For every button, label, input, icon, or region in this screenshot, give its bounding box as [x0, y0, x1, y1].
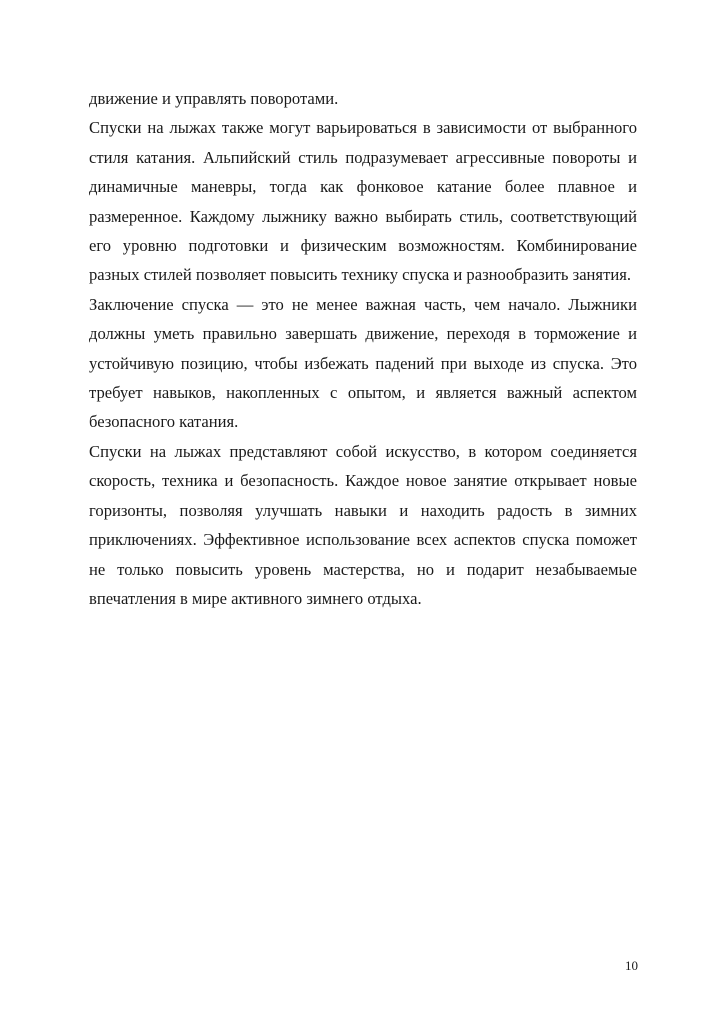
page-number: 10	[625, 958, 638, 973]
paragraph-ski-styles: Спуски на лыжах также могут варьироваться в зависимости от выбранного стиля катания. Альпийский стиль подразумевает агрессивные повороты и динамичные маневры, тогда как фонковое катание более плавное и размеренное. Каждому лыжнику важно выбирать стиль, соответствующий его уровню подготовки и физическим возможностям. Комбинирование разных стилей позволяет повысить технику спуска и разнообразить занятия.	[89, 118, 637, 285]
body-text	[89, 84, 637, 613]
paragraph-descent-completion: Заключение спуска — это не менее важная часть, чем начало. Лыжники должны уметь правильно завершать движение, переходя в торможение и устойчивую позицию, чтобы избежать падений при выходе из спуска. Это требует навыков, накопленных с опытом, и является важный аспектом безопасного катания.	[89, 294, 637, 432]
paragraph-conclusion: Спуски на лыжах представляют собой искусство, в котором соединяется скорость, техника и безопасность. Каждое новое занятие открывает новые горизонты, позволяя улучшать навыки и находить радость в зимних приключениях. Эффективное использование всех аспектов спуска поможет не только повысить уровень мастерства, но и подарит незабываемые впечатления в мире активного зимнего отдыха.	[89, 441, 637, 608]
paragraph-continuation: движение и управлять поворотами.	[89, 89, 339, 108]
